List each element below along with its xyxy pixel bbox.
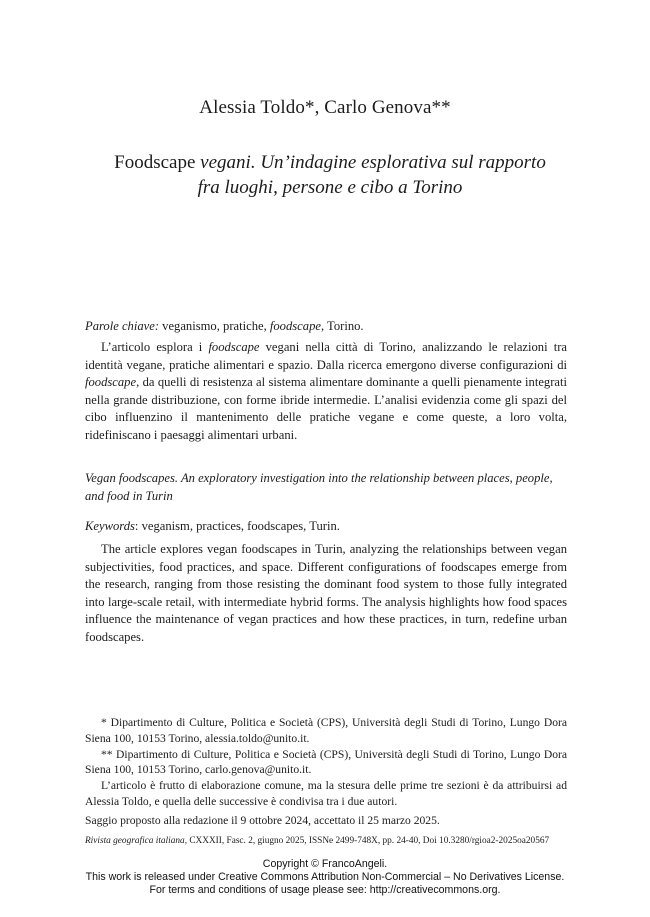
citation-details: , CXXXII, Fasc. 2, giugno 2025, ISSNe 2499-748X, pp. 24-40, Doi 10.3280/rgioa2-2025oa20567 <box>184 836 550 846</box>
abstract-it-s1-italic: foodscape <box>208 340 260 354</box>
keywords-italic: foodscape <box>269 319 321 333</box>
copyright-line-3: For terms and conditions of usage please see: http://creativecommons.org. <box>149 884 501 896</box>
keywords-en-label: Keywords <box>85 519 135 533</box>
title-part2: vegani. Un’indagine esplorativa sul rapporto <box>200 152 546 173</box>
abstract-it-s3: , da quelli di resistenza al sistema alimentare dominante a quelli pienamente integrati nella grande distribuzione, con forme ibride intermedie. L’analisi evidenzia come gli spazi del cibo influenzino il mantenimento delle pratiche vegane e come queste, a loro volta, ridefiniscano i paesaggi alimentari urbani. <box>85 375 567 442</box>
keywords-en-text: : veganism, practices, foodscapes, Turin. <box>134 519 340 533</box>
abstract-it-s1: L’articolo esplora i <box>101 340 209 354</box>
keywords-text: veganismo, pratiche, <box>159 319 270 333</box>
keywords-english <box>85 518 567 536</box>
title-line2: fra luoghi, persone e cibo a Torino <box>197 177 463 198</box>
article-title <box>60 150 600 200</box>
copyright-notice <box>0 858 650 897</box>
abstract-it-s2-italic: foodscape <box>85 375 137 390</box>
keywords-text-end: , Torino. <box>320 319 364 333</box>
journal-citation <box>85 836 567 846</box>
footnote-3: L’articolo è frutto di elaborazione comune, ma la stesura delle prime tre sezioni è da attribuirsi ad Alessia Toldo, e quella delle successive è condivisa tra i due autori. <box>85 779 567 808</box>
abstract-italian <box>85 339 567 445</box>
authors: Alessia Toldo*, Carlo Genova** <box>199 97 451 118</box>
keywords-label: Parole chiave: <box>85 319 160 333</box>
abstract-english: The article explores vegan foodscapes in Turin, analyzing the relationships between vegan subjectivities, food practices, and space. Different configurations of foodscapes emerge from the research, ranging from those resisting the dominant food system to those fully integrated into large-scale retail, with intermediate hybrid forms. The analysis highlights how food spaces influence the maintenance of vegan practices and how these practices, in turn, redefine urban foodscapes. <box>85 542 567 644</box>
abstract-it-s2: vegani nella città di Torino, analizzando le relazioni tra identità vegane, pratiche alimentari e spazio. Dalla ricerca emergono diverse configurazioni di <box>85 340 567 372</box>
footnotes <box>85 715 567 829</box>
submission-note: Saggio proposto alla redazione il 9 ottobre 2024, accettato il 25 marzo 2025. <box>85 813 440 827</box>
footnote-1: * Dipartimento di Culture, Politica e Società (CPS), Università degli Studi di Torino, Lungo Dora Siena 100, 10153 Torino, alessia.toldo@unito.it. <box>85 716 567 745</box>
english-title: Vegan foodscapes. An exploratory investigation into the relationship between places, people, and food in Turin <box>85 471 553 503</box>
keywords-italian <box>85 318 567 336</box>
journal-name: Rivista geografica italiana <box>85 836 185 846</box>
title-part1: Foodscape <box>114 152 201 173</box>
copyright-line-1: Copyright © FrancoAngeli. <box>262 858 388 870</box>
footnote-2: ** Dipartimento di Culture, Politica e Società (CPS), Università degli Studi di Torino, Lungo Dora Siena 100, 10153 Torino, carlo.genova@unito.it. <box>85 747 567 777</box>
copyright-line-2: This work is released under Creative Commons Attribution Non-Commercial – No Derivatives License. <box>85 871 565 883</box>
